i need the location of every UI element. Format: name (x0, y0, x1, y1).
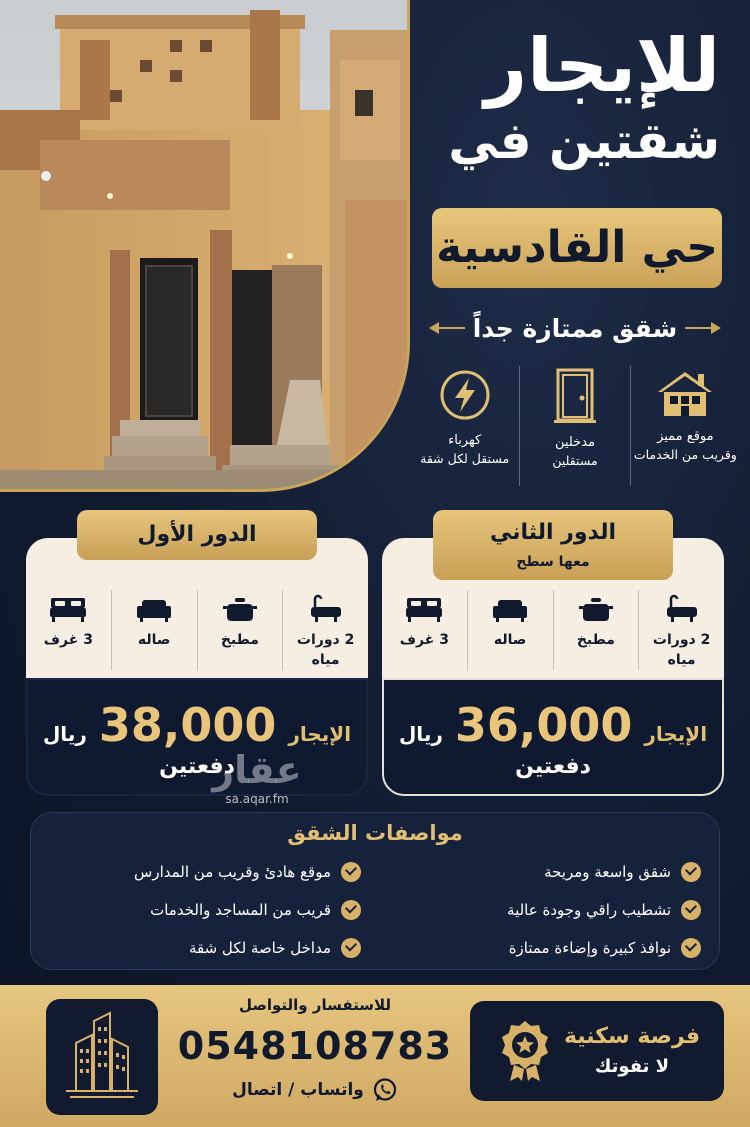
amenity-living-room-label: صاله (493, 632, 527, 648)
opportunity-text (562, 1021, 702, 1081)
lightning-icon (438, 368, 492, 422)
subtitle: شقق ممتازة جداً (472, 313, 678, 343)
opportunity-line2: لا تفوتك (594, 1056, 670, 1077)
second-floor-rent-label: الإيجار (644, 722, 708, 746)
spec-item (391, 857, 701, 887)
amenity-living-room (467, 590, 553, 670)
check-icon (341, 938, 361, 958)
contact-block (170, 993, 460, 1105)
headline-two-apartments: شقتين في (448, 112, 720, 170)
second-floor-note: معها سطح (516, 554, 590, 570)
feature-entrances-sub: مستقلين (552, 453, 598, 468)
headline-for-rent: للإيجار (484, 23, 720, 109)
spec-text: موقع هادئ وقريب من المدارس (134, 863, 331, 881)
spec-item (391, 895, 701, 925)
amenity-bathrooms-label: 2 دورات مياه (652, 632, 711, 668)
watermark-url: sa.aqar.fm (225, 792, 289, 806)
second-floor-price: 36,000 (454, 698, 633, 752)
feature-electricity-sub: مستقل لكل شقة (420, 451, 510, 466)
second-floor-currency: ريال (398, 722, 443, 746)
feature-location-title: موقع مميز (657, 429, 714, 444)
amenity-rooms (26, 590, 111, 670)
second-floor-card (382, 520, 724, 796)
amenity-rooms-label: 3 غرف (399, 632, 449, 648)
specs-title: مواصفات الشقق (287, 821, 463, 845)
phone-number[interactable]: 0548108783 (177, 1024, 453, 1068)
check-icon (341, 900, 361, 920)
check-icon (341, 862, 361, 882)
whatsapp-label: واتساب / اتصال (232, 1080, 364, 1100)
second-floor-price-panel (382, 678, 724, 796)
specs-list (51, 857, 701, 963)
sofa-icon (492, 594, 528, 624)
footer (0, 985, 750, 1127)
badge-star-icon (500, 1019, 550, 1083)
door-icon (550, 368, 600, 424)
first-floor-tag: الدور الأول (77, 510, 317, 560)
amenity-living-room (111, 590, 197, 670)
feature-location (630, 366, 740, 486)
bed-icon (49, 594, 87, 624)
first-floor-card (26, 522, 368, 796)
feature-entrances (519, 366, 629, 486)
check-icon (681, 938, 701, 958)
sofa-icon (136, 594, 172, 624)
opportunity-box (470, 1001, 724, 1101)
feature-electricity-title: كهرباء (448, 433, 482, 448)
amenity-kitchen (553, 590, 639, 670)
spec-text: مداخل خاصة لكل شقة (188, 939, 331, 957)
bed-icon (405, 594, 443, 624)
spec-item (51, 895, 361, 925)
amenity-bathrooms (638, 590, 724, 670)
first-floor-rent-label: الإيجار (288, 722, 352, 746)
whatsapp-icon (372, 1077, 398, 1103)
second-floor-amenities (382, 590, 724, 670)
spec-item (391, 933, 701, 963)
first-floor-price-row (28, 698, 366, 752)
amenity-bathrooms (282, 590, 368, 670)
features-row (410, 366, 740, 486)
first-floor-payments: دفعتين (159, 754, 235, 779)
subtitle-row (420, 306, 730, 350)
first-floor-price-panel (26, 678, 368, 796)
amenity-rooms (382, 590, 467, 670)
feature-entrances-title: مدخلين (555, 435, 595, 450)
spec-text: قريب من المساجد والخدمات (150, 901, 331, 919)
second-floor-name: الدور الثاني (489, 520, 617, 545)
amenity-rooms-label: 3 غرف (43, 632, 93, 648)
amenity-bathrooms-label: 2 دورات مياه (296, 632, 355, 668)
specs-panel (30, 812, 720, 970)
feature-electricity (410, 366, 519, 486)
first-floor-currency: ريال (42, 722, 87, 746)
spec-item (51, 857, 361, 887)
arrow-left-decoration (431, 327, 465, 329)
second-floor-payments: دفعتين (515, 754, 591, 779)
check-icon (681, 862, 701, 882)
bathtub-icon (309, 594, 343, 624)
opportunity-line1: فرصة سكنية (563, 1024, 701, 1049)
first-floor-amenities (26, 590, 368, 670)
pot-icon (579, 594, 613, 624)
buildings-logo (46, 999, 158, 1115)
amenity-kitchen (197, 590, 283, 670)
headline-district: حي القادسية (432, 208, 722, 288)
spec-text: تشطيب راقي وجودة عالية (507, 901, 671, 919)
amenity-living-room-label: صاله (137, 632, 171, 648)
arrow-right-decoration (685, 327, 719, 329)
whatsapp-row[interactable] (170, 1075, 460, 1105)
spec-item (51, 933, 361, 963)
check-icon (681, 900, 701, 920)
buildings-icon (46, 999, 158, 1115)
headline (420, 23, 720, 273)
house-icon (652, 368, 718, 418)
pot-icon (223, 594, 257, 624)
second-floor-price-row (384, 698, 722, 752)
first-floor-price: 38,000 (98, 698, 277, 752)
spec-text: شقق واسعة ومريحة (544, 863, 671, 881)
second-floor-tag (433, 510, 673, 580)
amenity-kitchen-label: مطبخ (220, 632, 259, 648)
feature-location-sub: وقريب من الخدمات (633, 447, 737, 462)
contact-label: للاستفسار والتواصل (238, 996, 392, 1014)
watermark-logo: عقار (212, 748, 302, 792)
spec-text: نوافذ كبيرة وإضاءة ممتازة (508, 939, 671, 957)
building-photo (0, 0, 410, 492)
amenity-kitchen-label: مطبخ (576, 632, 615, 648)
bathtub-icon (665, 594, 699, 624)
